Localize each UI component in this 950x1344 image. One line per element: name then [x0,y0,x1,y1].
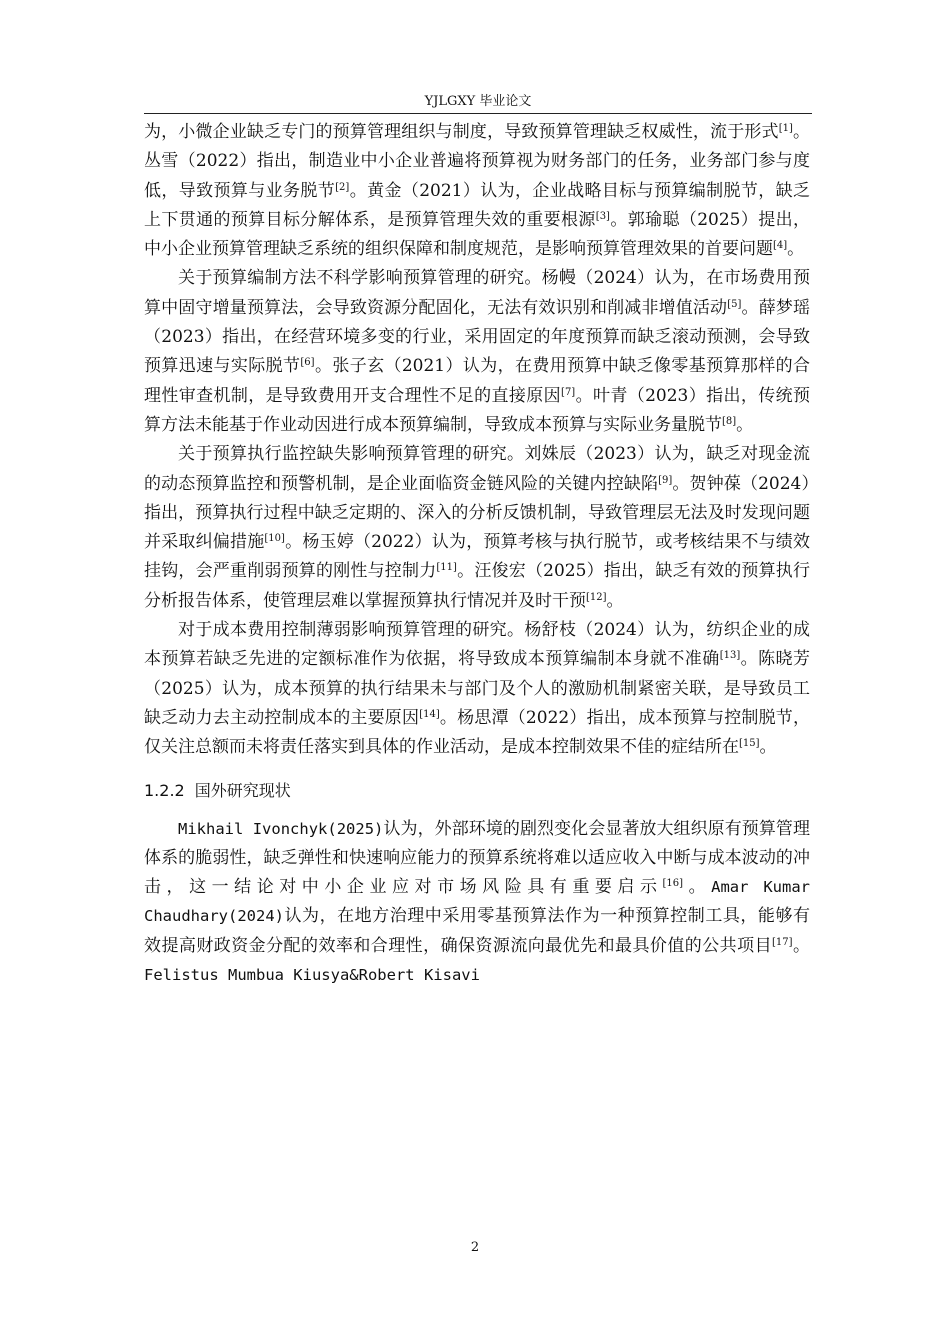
text-run: 。黄金（2021）认为，企业战略目标与预算编制脱节，缺乏上下贯通的预算目标分解体系，是预算管理失效的重要根源 [144,180,811,230]
text-run: 。丛雪（2022）指出，制造业中小企业普遍将预算视为财务部门的任务，业务部门参与度低，导致预算与业务脱节 [144,122,811,201]
paragraph-organization [144,118,810,264]
text-run: 。 [683,877,712,898]
text-run: 。贺钟葆（2024）指出，预算执行过程中缺乏定期的、深入的分析反馈机制，导致管理层无法及时发现问题并采取纠偏措施 [144,473,811,553]
citation-ref: [17] [772,936,793,948]
header-rule [144,113,812,114]
text-run: 关于预算执行监控缺失影响预算管理的研究。刘姝辰（2023）认为，缺乏对现金流的动态预算监控和预警机制，是企业面临资金链风险的关键内控缺陷 [144,444,810,494]
text-run: 认为，在地方治理中采用零基预算法作为一种预算控制工具，能够有效提高财政资金分配的效率和合理性，确保资源流向最优先和最具价值的公共项目 [144,906,810,956]
citation-ref: [8] [722,415,737,427]
citation-ref: [12] [586,591,607,603]
section-number: 1.2.2 [144,780,185,800]
citation-ref: [6] [300,357,315,369]
text-run: 。 [759,737,777,758]
paragraph-budget-method [144,264,810,440]
text-run: 。 [787,239,805,260]
citation-ref: [10] [264,533,285,545]
citation-ref: [3] [595,210,610,222]
text-run: 为，小微企业缺乏专门的预算管理组织与制度，导致预算管理缺乏权威性，流于形式 [144,122,779,142]
text-run: 。陈晓芳（2025）认为，成本预算的执行结果未与部门及个人的激励机制紧密关联，是导致员工缺乏动力去主动控制成本的主要原因 [144,649,810,728]
page-header: YJLGXY 毕业论文 [424,94,532,109]
citation-ref: [16] [662,878,684,890]
text-run: 。杨思潭（2022）指出，成本预算与控制脱节，仅关注总额而未将责任落实到具体的作业活动，是成本控制效果不佳的症结所在 [144,707,810,758]
text-run: 认为，外部环境的剧烈变化会显著放大组织原有预算管理体系的脆弱性，缺乏弹性和快速响应能力的预算系统将难以适应收入中断与成本波动的冲击，这一结论对中小企业应对市场风险具有重要启示 [144,818,810,898]
citation-ref: [7] [561,386,576,398]
text-run: 。 [792,935,811,956]
author-name: Amar Kumar Chaudhary(2024) [144,878,811,926]
citation-ref: [5] [727,298,742,310]
text-run: 对于成本费用控制薄弱影响预算管理的研究。杨舒枝（2024）认为，纺织企业的成本预算若缺乏先进的定额标准作为依据，将导致成本预算编制本身就不准确 [144,620,810,670]
citation-ref: [2] [335,181,350,193]
page-body [144,118,810,990]
citation-ref: [9] [658,474,673,486]
text-run: 。 [736,414,754,435]
paragraph-budget-execution [144,440,810,616]
section-heading [144,779,810,803]
author-name: Felistus Mumbua Kiusya&Robert Kisavi [144,966,480,985]
text-run: 。张子玄（2021）认为，在费用预算中缺乏像零基预算那样的合理性审查机制，是导致费用开支合理性不足的直接原因 [144,356,810,406]
paragraph-cost-control [144,616,810,762]
citation-ref: [13] [719,650,741,662]
text-run: 。杨玉婷（2022）认为，预算考核与执行脱节，或考核结果不与绩效挂钩，会严重削弱预算的刚性与控制力 [144,532,811,582]
page-number: 2 [470,1240,480,1255]
section-title: 国外研究现状 [194,780,291,800]
author-name: Mikhail Ivonchyk(2025) [178,819,384,838]
text-run: 。汪俊宏（2025）指出，缺乏有效的预算执行分析报告体系，使管理层难以掌握预算执行情况并及时干预 [144,561,811,611]
text-run: 。薛梦瑶（2023）指出，在经营环境多变的行业，采用固定的年度预算而缺乏滚动预测，会导致预算迅速与实际脱节 [144,297,811,377]
text-run: 。叶青（2023）指出，传统预算方法未能基于作业动因进行成本预算编制，导致成本预算与实际业务量脱节 [144,385,811,435]
citation-ref: [14] [419,708,440,720]
citation-ref: [4] [773,240,788,252]
text-run: 关于预算编制方法不科学影响预算管理的研究。杨幔（2024）认为，在市场费用预算中固守增量预算法，会导致资源分配固化，无法有效识别和削减非增值活动 [144,268,810,318]
paragraph-foreign-research [144,815,810,991]
text-run: 。郭瑜聪（2025）提出，中小企业预算管理缺乏系统的组织保障和制度规范，是影响预算管理效果的首要问题 [144,209,810,260]
citation-ref: [11] [436,562,457,574]
text-run: 。 [606,590,624,611]
citation-ref: [1] [778,123,793,134]
citation-ref: [15] [739,738,760,750]
